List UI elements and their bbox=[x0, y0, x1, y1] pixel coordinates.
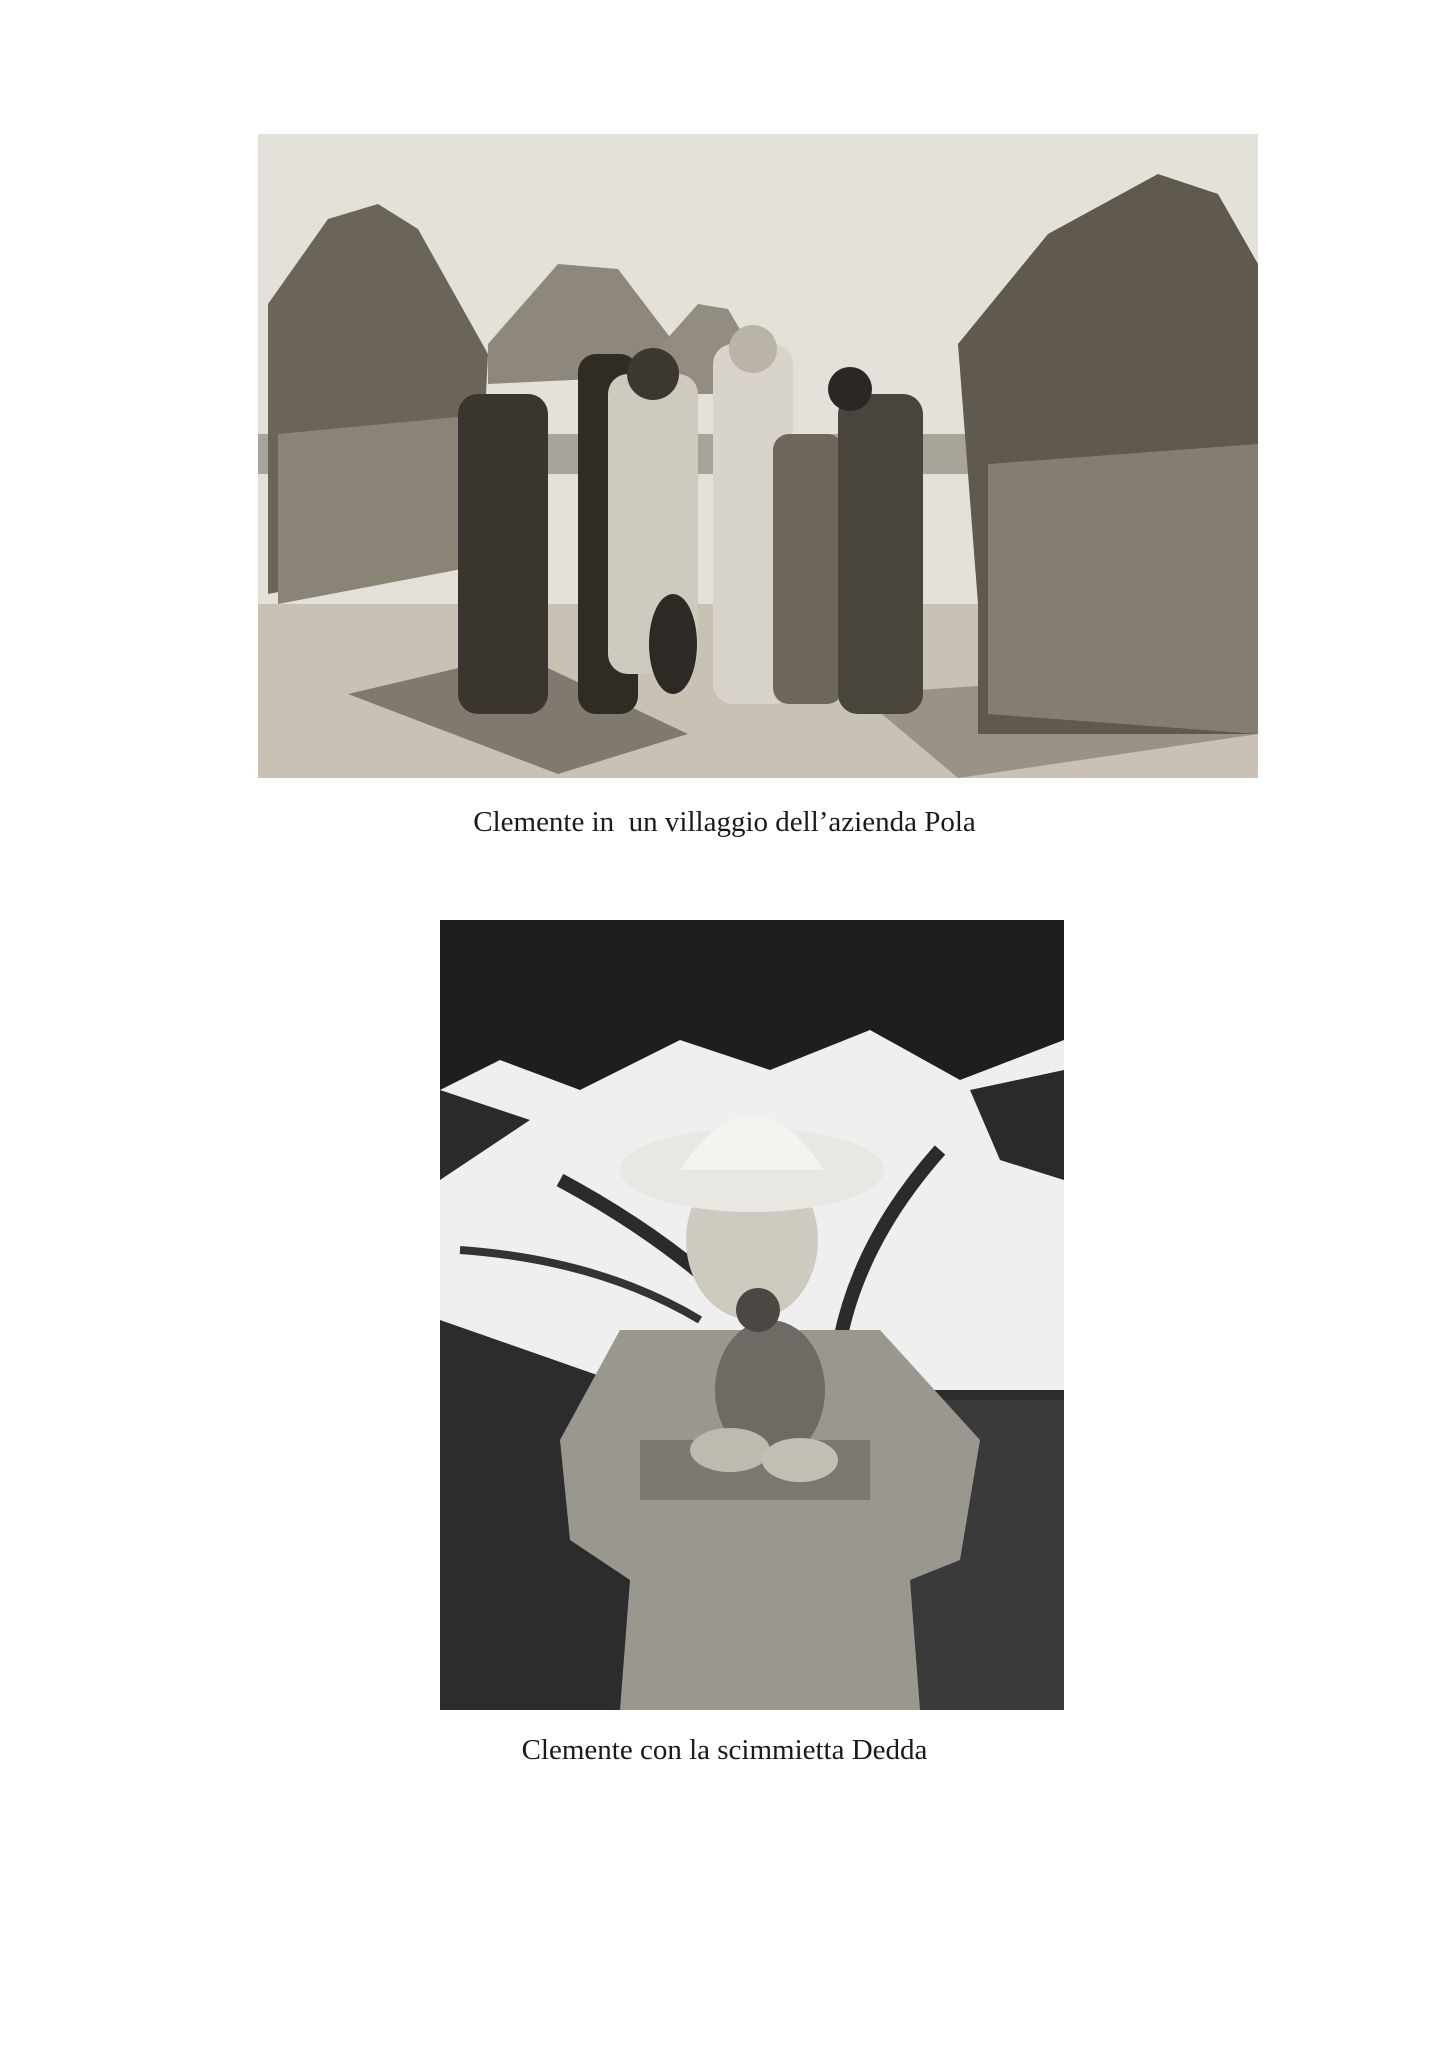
portrait-photo-caption: Clemente con la scimmietta Dedda bbox=[521, 1734, 928, 1766]
village-photo-caption: Clemente in un villaggio dell’azienda Pola bbox=[473, 806, 976, 838]
village-photo bbox=[258, 134, 1258, 778]
portrait-photo bbox=[440, 920, 1064, 1710]
